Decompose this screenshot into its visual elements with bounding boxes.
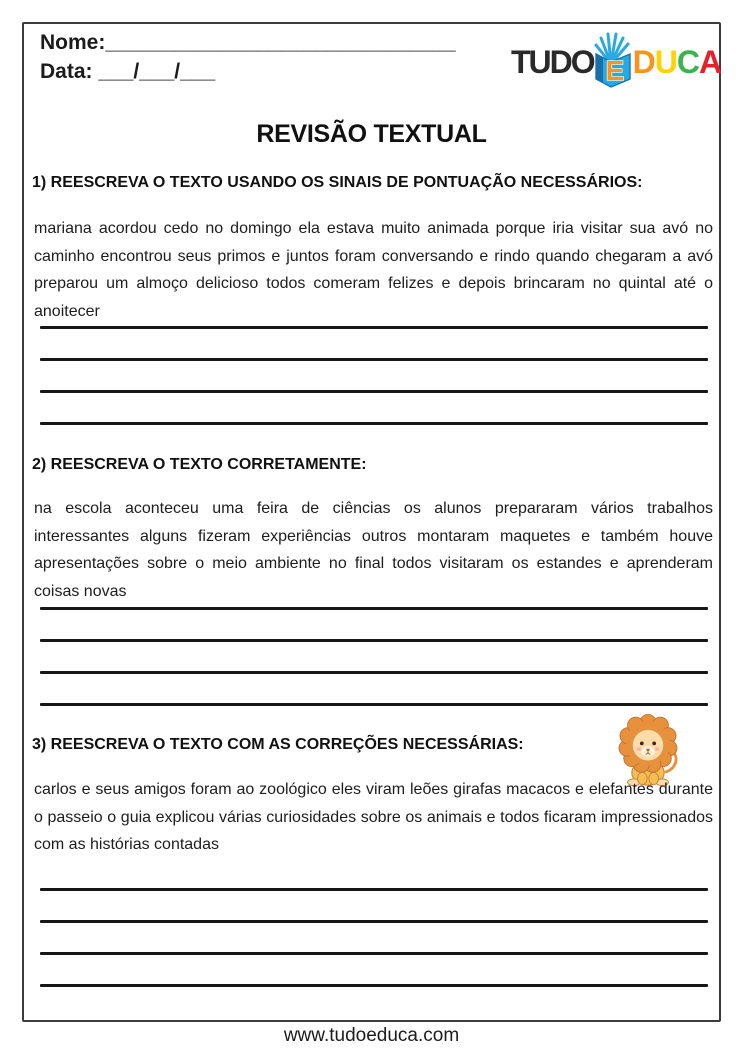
exercise-3-text: carlos e seus amigos foram ao zoológico eles viram leões girafas macacos e elefantes durante o passeio o guia explicou várias curiosidades sobre os animais e todos ficaram impressionados com as histórias contadas <box>34 781 713 853</box>
exercise-3-answer-lines <box>40 888 708 987</box>
footer-url: www.tudoeduca.com <box>283 1025 460 1046</box>
exercise-2-text: na escola aconteceu uma feira de ciências os alunos prepararam vários trabalhos interessantes alguns fizeram experiências outros montaram maquetes e também houve apresentações sobre o meio ambiente no final todos visitaram os estandes e aprenderam coisas novas <box>34 500 713 600</box>
book-icon <box>594 31 633 88</box>
answer-line <box>40 671 708 674</box>
answer-line <box>40 639 708 642</box>
date-label: Data: <box>40 60 93 83</box>
answer-line <box>40 888 708 891</box>
name-label: Nome: <box>40 31 106 54</box>
logo-letter-c: C <box>676 44 699 80</box>
logo-text-tudo: TUDO <box>511 44 594 80</box>
worksheet-border <box>22 22 721 1022</box>
answer-line <box>40 390 708 393</box>
answer-line <box>40 952 708 955</box>
answer-line <box>40 607 708 610</box>
date-row <box>40 60 215 84</box>
answer-line <box>40 422 708 425</box>
logo-letter-u: U <box>654 44 677 80</box>
book-letter-e: E <box>605 55 624 86</box>
name-line: ______________________________ <box>105 31 456 54</box>
answer-line <box>40 703 708 706</box>
exercise-1-answer-lines <box>40 326 708 425</box>
date-value: ___/___/___ <box>92 60 216 83</box>
exercise-1-text: mariana acordou cedo no domingo ela estava muito animada porque iria visitar sua avó no caminho encontrou seus primos e juntos foram conversando e rindo quando chegaram a avó preparou um almoço delicioso todos comeram felizes e depois brincaram no quintal até o anoitecer <box>34 220 713 320</box>
exercise-3-heading: 3) REESCREVA O TEXTO COM AS CORREÇÕES NECESSÁRIAS: <box>32 736 524 753</box>
logo-letter-a: A <box>698 44 722 80</box>
logo-letter-d: D <box>632 44 655 80</box>
answer-line <box>40 920 708 923</box>
answer-line <box>40 326 708 329</box>
exercise-2-heading: 2) REESCREVA O TEXTO CORRETAMENTE: <box>32 456 367 473</box>
page-title: REVISÃO TEXTUAL <box>256 120 487 148</box>
name-row <box>40 31 456 55</box>
brand-logo <box>511 28 721 88</box>
answer-line <box>40 984 708 987</box>
exercise-1-heading: 1) REESCREVA O TEXTO USANDO OS SINAIS DE PONTUAÇÃO NECESSÁRIOS: <box>32 174 643 191</box>
exercise-2-answer-lines <box>40 607 708 706</box>
answer-line <box>40 358 708 361</box>
